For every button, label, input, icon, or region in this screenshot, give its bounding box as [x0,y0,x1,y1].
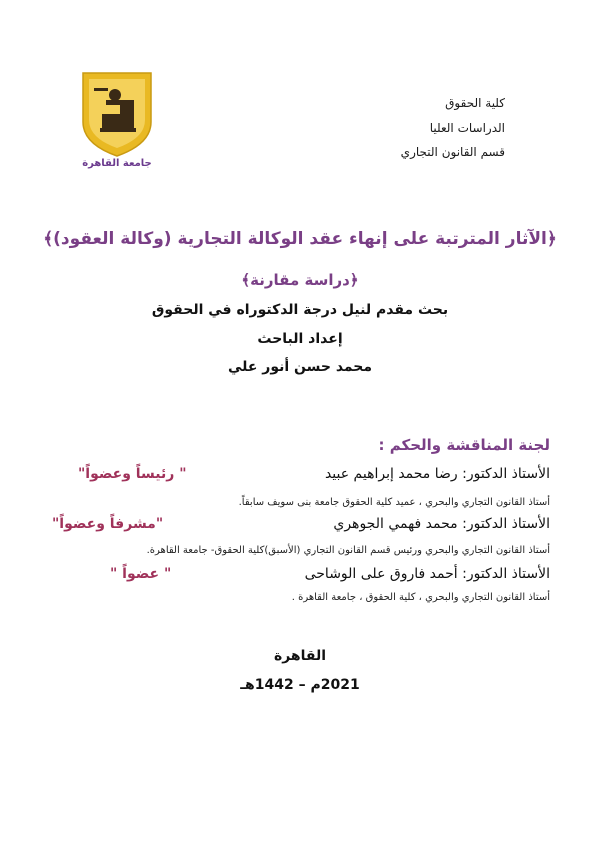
logo-caption: جامعة القاهرة [82,158,152,169]
thesis-title: ﴿الآثار المترتبة على إنهاء عقد الوكالة التجارية (وكالة العقود)﴾ [43,229,557,249]
publication-year: 2021م – 1442هـ [240,677,360,693]
member-name: الأستاذ الدكتور: محمد فهمي الجوهري [333,516,550,532]
member-name: الأستاذ الدكتور: رضا محمد إبراهيم عبيد [324,466,550,482]
city-name: القاهرة [273,648,327,664]
university-crest-icon [80,70,154,170]
committee-member-row [50,566,550,588]
prepared-by-label: إعداد الباحث [257,331,343,347]
department-name: الدراسات العليا [429,121,505,135]
section-name: قسم القانون التجاري [400,145,505,159]
member-description: أستاذ القانون التجاري والبحري ، عميد كلية الحقوق جامعة بنى سويف سابقاً. [238,497,550,508]
committee-member-row [50,516,550,538]
member-role: "مشرفاً وعضواً" [52,516,164,532]
cairo-university-logo [80,70,154,170]
member-role: " عضواً " [110,566,172,582]
member-role: " رئيساً وعضواً" [78,466,187,482]
member-description: أستاذ القانون التجاري والبحري ورئيس قسم القانون التجاري (الأسبق)كلية الحقوق- جامعة القاهرة. [146,545,550,556]
faculty-name: كلية الحقوق [445,96,505,110]
researcher-name: محمد حسن أنور علي [227,359,373,375]
committee-title: لجنة المناقشة والحكم : [378,436,550,454]
thesis-subtitle: ﴿دراسة مقارنة﴾ [241,271,359,289]
thesis-purpose: بحث مقدم لنيل درجة الدكتوراه في الحقوق [151,302,449,318]
member-name: الأستاذ الدكتور: أحمد فاروق على الوشاحى [304,566,550,582]
committee-member-row [50,466,550,488]
member-description: أستاذ القانون التجاري والبحري ، كلية الحقوق ، جامعة القاهرة . [291,592,550,603]
